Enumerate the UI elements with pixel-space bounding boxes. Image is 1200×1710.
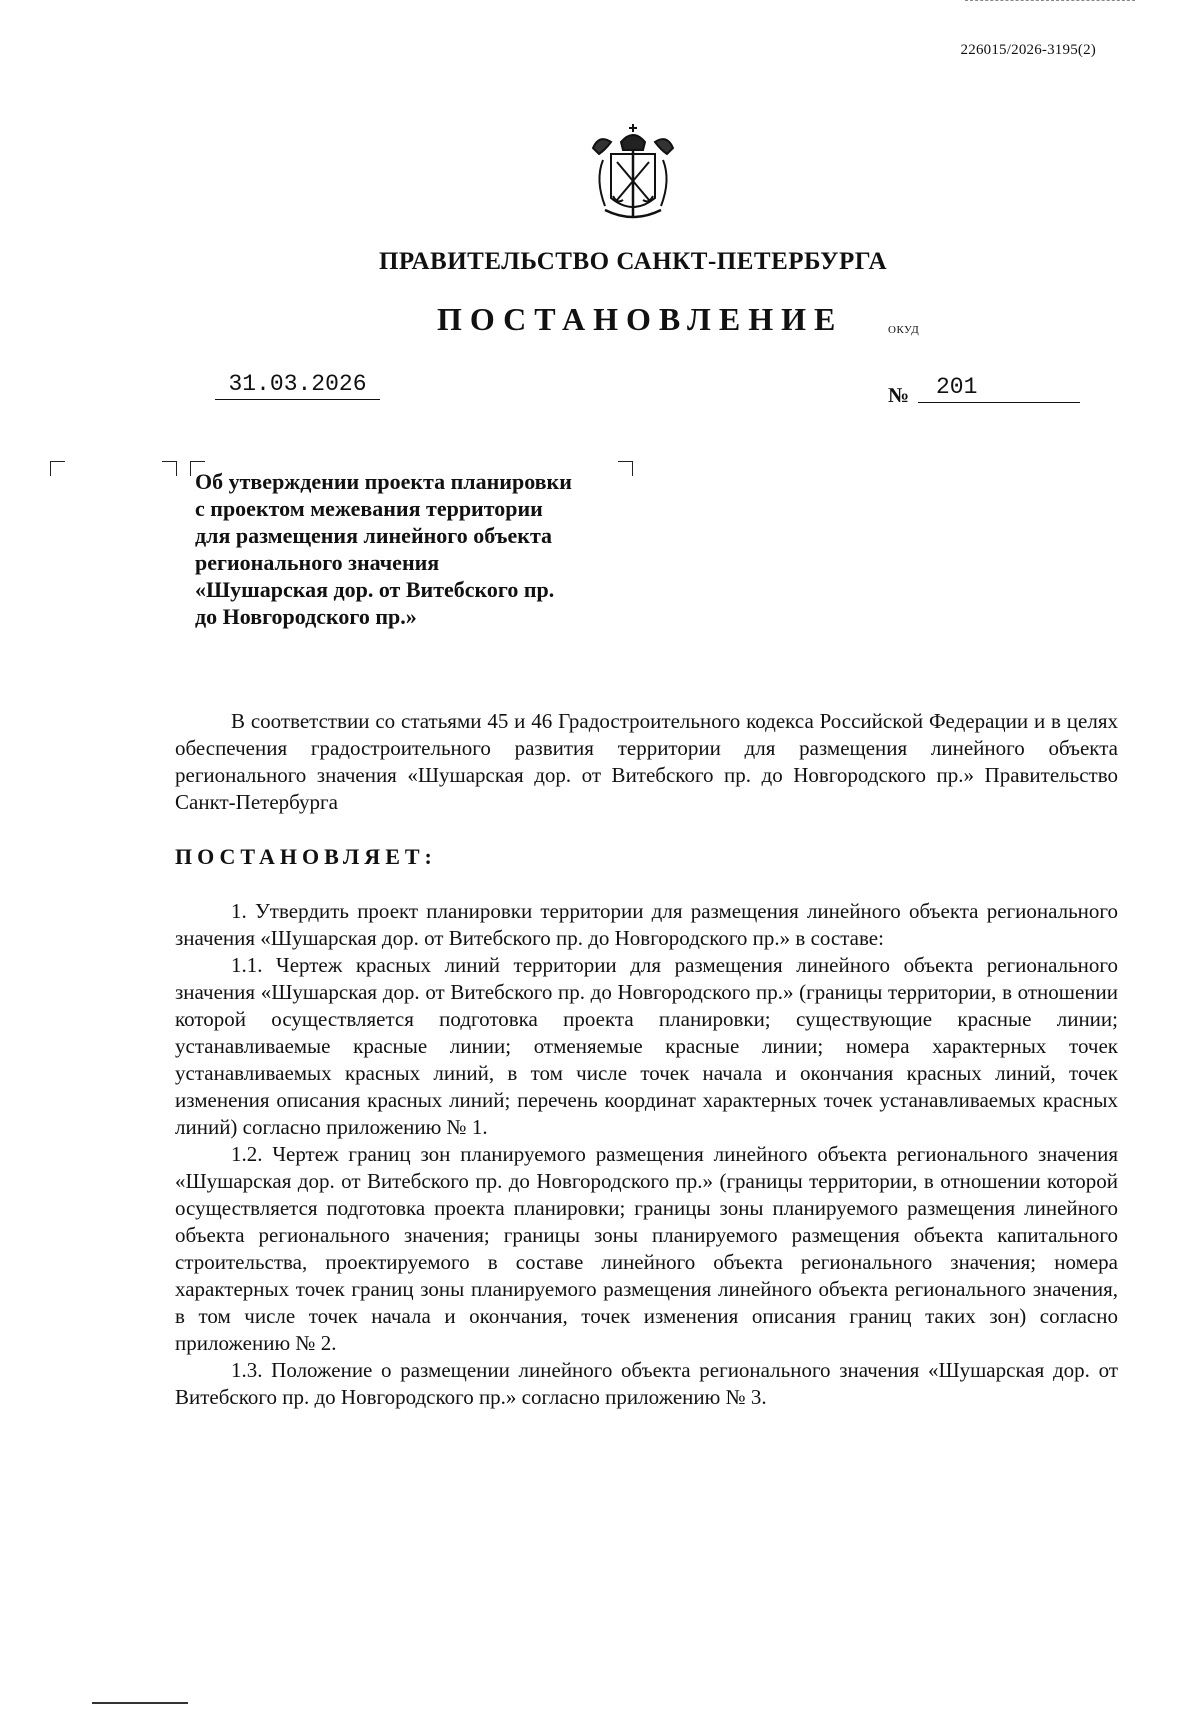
footer-line [92,1702,188,1704]
decree-item: 1.3. Положение о размещении линейного объекта регионального значения «Шушарская дор. от Витебского пр. до Новгородского пр.» согласно приложению № 3. [175,1358,1118,1409]
decree-item: 1.1. Чертеж красных линий территории для размещения линейного объекта регионального значения «Шушарская дор. от Витебского пр. до Новгородского пр.» (границы территории, в отношении которой осуществляется подготовка проекта планировки; существующие красные линии; устанавливаемые красные линии; отменяемые красные линии; номера характерных точек устанавливаемых красных линий, в том числе точек начала и окончания красных линий, точек изменения описания красных линий; перечень координат характерных точек устанавливаемых красных линий) согласно приложению № 1. [175,953,1118,1139]
document-date: 31.03.2026 [215,371,380,400]
subject-line: до Новгородского пр.» [195,604,417,629]
subject-line: для размещения линейного объекта [195,523,553,548]
scan-mark-top [965,0,1135,1]
decree-item: 1. Утвердить проект планировки территории для размещения линейного объекта регионального значения «Шушарская дор. от Витебского пр. до Новгородского пр.» в составе: [175,899,1118,950]
document-number: 201 [918,374,1080,403]
subject-line: регионального значения [195,550,440,575]
subject-line: «Шушарская дор. от Витебского пр. [195,577,555,602]
subject-line: Об утверждении проекта планировки [195,469,572,494]
corner-mark-outer-left [50,461,65,476]
document-type-title: ПОСТАНОВЛЕНИЕ [437,301,844,337]
corner-mark-outer-right [162,461,177,476]
decree-items [175,898,1118,1411]
subject-line: с проектом межевания территории [195,496,543,521]
number-sign: № [888,383,910,407]
st-petersburg-coat-of-arms-icon [585,120,681,224]
government-title: ПРАВИТЕЛЬСТВО САНКТ-ПЕТЕРБУРГА [378,248,888,275]
document-subject [195,468,655,630]
decrees-heading: ПОСТАНОВЛЯЕТ: [175,844,437,869]
decree-item: 1.2. Чертеж границ зон планируемого размещения линейного объекта регионального значения «Шушарская дор. от Витебского пр. до Новгородского пр.» (границы территории, в отношении которой осуществляется подготовка проекта планировки; границы зоны планируемого размещения линейного объекта регионального значения; границы зоны планируемого размещения объекта капитального строительства, проектируемого в составе линейного объекта регионального значения; номера характерных точек границ зоны планируемого размещения линейного объекта регионального значения, в том числе точек начала и окончания, точек изменения описания границ таких зон) согласно приложению № 2. [175,1142,1118,1355]
preamble-paragraph: В соответствии со статьями 45 и 46 Градостроительного кодекса Российской Федерации и в целях обеспечения градостроительного развития территории для размещения линейного объекта регионального значения «Шушарская дор. от Витебского пр. до Новгородского пр.» Правительство Санкт-Петербурга [175,709,1118,814]
okud-label: ОКУД [888,324,920,336]
document-code: 226015/2026-3195(2) [960,42,1096,58]
